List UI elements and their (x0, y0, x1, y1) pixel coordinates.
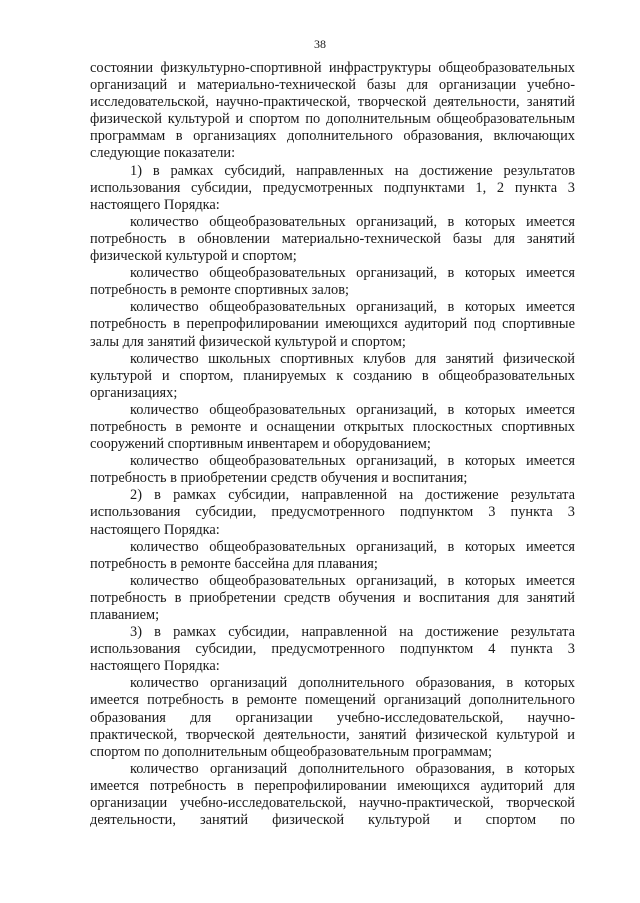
paragraph-indicator: количество общеобразовательных организаций, в которых имеется потребность в ремонте спортивных залов; (90, 265, 575, 299)
paragraph-indicator: количество школьных спортивных клубов для занятий физической культурой и спортом, планируемых к созданию в общеобразовательных организациях; (90, 350, 575, 401)
paragraph-indicator: количество общеобразовательных организаций, в которых имеется потребность в ремонте бассейна для плавания; (90, 538, 575, 572)
paragraph-indicator-continued: количество организаций дополнительного образования, в которых имеется потребность в перепрофилировании имеющихся аудиторий для организации учебно-исследовательской, научно-практической, творческой деятельности, занятий физической культурой и спортом по (90, 760, 575, 829)
paragraph-indicator: количество общеобразовательных организаций, в которых имеется потребность в обновлении материально-технической базы для занятий физической культурой и спортом; (90, 213, 575, 265)
paragraph-indicator: количество организаций дополнительного образования, в которых имеется потребность в ремонте помещений организаций дополнительного образования для организации учебно-исследовательской, научно-практической, творческой деятельности, занятий физической культурой и спортом по дополнительным общеобразовательным программам; (90, 675, 575, 760)
page-number: 38 (314, 37, 326, 51)
document-body (90, 60, 575, 829)
paragraph-item-2: 2) в рамках субсидии, направленной на достижение результата использования субсидии, предусмотренного подпунктом 3 пункта 3 настоящего Порядка: (90, 487, 575, 538)
paragraph-indicator: количество общеобразовательных организаций, в которых имеется потребность в ремонте и оснащении открытых плоскостных спортивных сооружений спортивным инвентарем и оборудованием; (90, 401, 575, 453)
paragraph-intro-continuation: состоянии физкультурно-спортивной инфраструктуры общеобразовательных организаций и материально-технической базы для организации учебно-исследовательской, научно-практической, творческой деятельности, занятий физической культурой и спортом по дополнительным общеобразовательным программам в организациях дополнительного образования, включающих следующие показатели: (90, 60, 575, 162)
paragraph-indicator: количество общеобразовательных организаций, в которых имеется потребность в приобретении средств обучения и воспитания; (90, 453, 575, 487)
paragraph-indicator: количество общеобразовательных организаций, в которых имеется потребность в перепрофилировании имеющихся аудиторий под спортивные залы для занятий физической культурой и спортом; (90, 299, 575, 350)
paragraph-item-1: 1) в рамках субсидий, направленных на достижение результатов использования субсидии, предусмотренных подпунктами 1, 2 пункта 3 настоящего Порядка: (90, 162, 575, 213)
paragraph-item-3: 3) в рамках субсидии, направленной на достижение результата использования субсидии, предусмотренного подпунктом 4 пункта 3 настоящего Порядка: (90, 624, 575, 675)
paragraph-indicator: количество общеобразовательных организаций, в которых имеется потребность в приобретении средств обучения и воспитания для занятий плаванием; (90, 572, 575, 623)
